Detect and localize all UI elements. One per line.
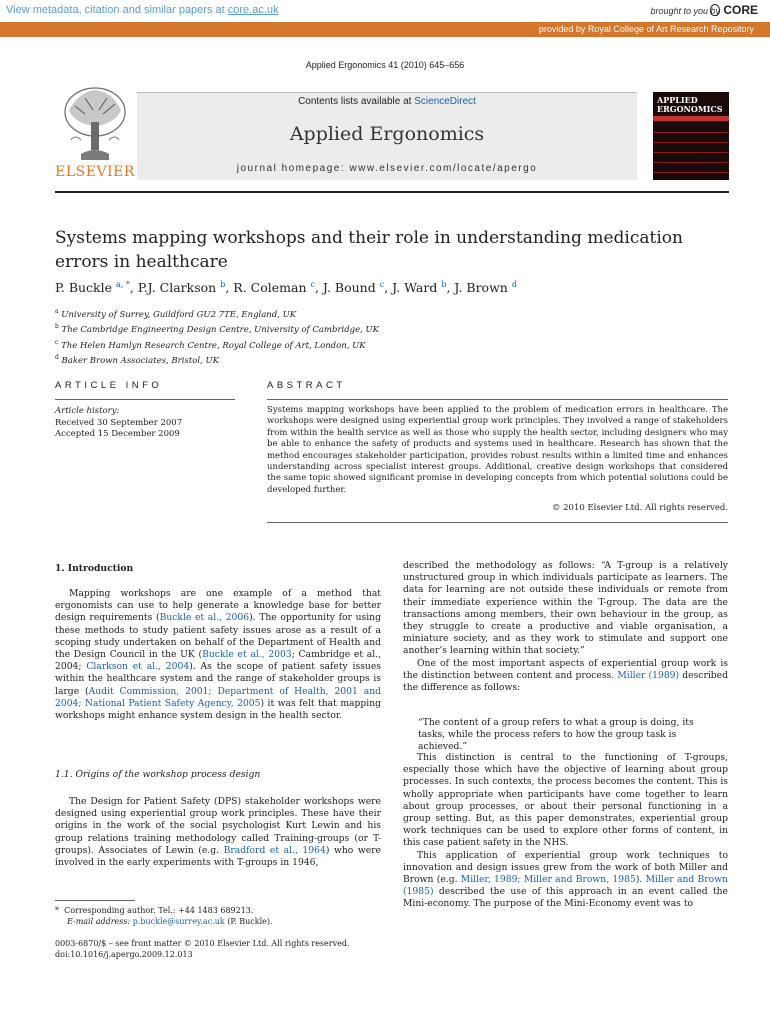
right-column-top — [403, 560, 728, 694]
history-label: Article history: — [55, 406, 120, 416]
cover-stripe — [653, 142, 729, 143]
abstract-rule — [267, 399, 728, 400]
body-paragraph: This application of experiential group work techniques to innovation and design issues grew from the work of both Miller and Brown (e.g. Miller, 1989; Miller and Brown, 1985). Miller and Brown (1985) described the use of this approach in an event called the Mini-economy. The purpose of the Mini-Economy event was to — [403, 849, 728, 910]
author-name[interactable]: R. Coleman — [233, 280, 307, 296]
body-paragraph: This distinction is central to the functioning of T-groups, especially those which have the objective of learning about group processes. In such contexts, the process becomes the content. This is wholly appropriate when participants have come together to learn about group processes, or about their personal functioning in a group setting. But, as this paper demonstrates, experiential group work techniques can be used to explore other forms of content, in this case patient safety in the NHS. — [403, 752, 728, 849]
elsevier-tree-icon — [55, 84, 135, 164]
citation-link[interactable]: Buckle et al., 2003 — [202, 649, 292, 661]
citation-link[interactable]: Miller and Brown (1985) — [403, 874, 728, 898]
provided-by-label[interactable]: provided by Royal College of Art Research Repository — [538, 24, 754, 34]
body-paragraph: described the methodology as follows: “A T-group is a relatively unstructured group in which individuals participate as learners. The data for learning are not outside these individuals or remote from their immediate experience within the T-group. The data are the transactions among members, their own behaviour in the group, as they struggle to create a productive and viable organisation, a miniature society, and as they work to stimulate and support one another’s learning within that society.” — [403, 560, 728, 657]
issn-doi-block — [55, 938, 385, 960]
article-history — [55, 406, 235, 441]
masthead-rule — [55, 191, 729, 193]
affiliation: $^b$ The Cambridge Engineering Design Centre, University of Cambridge, UK — [55, 323, 380, 336]
block-quote: “The content of a group refers to what a group is doing, its tasks, while the process refers to how the group task is achieved.” — [418, 717, 694, 753]
left-column-origins — [55, 796, 381, 869]
author-email-link[interactable]: p.buckle@surrey.ac.uk — [132, 917, 225, 926]
cover-stripe — [653, 162, 729, 163]
email-line: E-mail address: p.buckle@surrey.ac.uk (P. Buckle). — [67, 917, 273, 926]
elsevier-logo — [55, 84, 135, 182]
citation-link[interactable]: Miller (1989) — [617, 669, 680, 681]
subsection-heading-origins: 1.1. Origins of the workshop process design — [55, 769, 261, 780]
abstract-text: Systems mapping workshops have been applied to the problem of medication errors in healthcare. The workshops were designed using experiential group work principles. They involved a range of stakeholders from within the health service as well as those who supply the health sector, including designers who may be able to enhance the safety of products and systems used in healthcare. Research has shown that the method encourages stakeholder participation, provides robust results within a limited time and enhances understanding across specialist interest groups. Additional, creative design workshops that considered the same topic showed significant promise in developing concepts from which potential solutions could be developed further. — [267, 405, 728, 495]
article-title: Systems mapping workshops and their role in understanding medication errors in healthcare — [55, 228, 683, 272]
cover-title: APPLIED ERGONOMICS — [657, 95, 723, 114]
citation-link[interactable]: Clarkson et al., 2004 — [86, 661, 190, 673]
provided-by-bar — [0, 22, 770, 37]
cover-red-strip — [653, 116, 729, 121]
doi-line[interactable]: doi:10.1016/j.apergo.2009.12.013 — [55, 950, 193, 959]
citation-link[interactable]: Miller, 1989; Miller and Brown, 1985 — [460, 874, 636, 886]
issn-line: 0003-6870/$ – see front matter © 2010 Elsevier Ltd. All rights reserved. — [55, 939, 350, 948]
left-column-intro — [55, 588, 381, 722]
cover-stripe — [653, 172, 729, 173]
author-name[interactable]: P. Buckle — [55, 280, 113, 296]
core-logo[interactable]: CORE — [710, 3, 758, 17]
journal-homepage[interactable]: journal homepage: www.elsevier.com/locate/apergo — [236, 163, 538, 174]
journal-title-box — [137, 92, 637, 180]
author-name[interactable]: P.J. Clarkson — [137, 280, 217, 296]
core-metadata-link[interactable]: View metadata, citation and similar papers at core.ac.uk — [6, 4, 279, 16]
affiliation-list — [55, 306, 735, 367]
accepted-date: Accepted 15 December 2009 — [55, 429, 180, 439]
body-paragraph: Mapping workshops are one example of a method that ergonomists can use to help generate a knowledge base for better design requirements (Buckle et al., 2006). The opportunity for using these methods to study patient safety issues arose as a result of a scoping study undertaken on behalf of the Department of Health and the Design Council in the UK (Buckle et al., 2003; Cambridge et al., 2004; Clarkson et al., 2004). As the scope of patient safety issues within the healthcare system and the range of stakeholder groups is large (Audit Commission, 2001; Department of Health, 2001 and 2004; National Patient Safety Agency, 2005) it was felt that mapping workshops might enhance system design in the health sector. — [55, 588, 382, 722]
contents-lists-line: Contents lists available at ScienceDirect — [298, 96, 476, 107]
author-name[interactable]: J. Ward — [392, 280, 438, 296]
right-column-bottom — [403, 752, 728, 911]
article-info-rule — [55, 399, 235, 400]
corresponding-author-line: * Corresponding author. Tel.: +44 1483 689213. — [55, 906, 254, 915]
abstract-bottom-rule — [267, 522, 728, 523]
author-name[interactable]: J. Bound — [322, 280, 376, 296]
citation-link[interactable]: Audit Commission, 2001; Department of Health, 2001 and 2004; National Patient Safety Agency, 2005 — [55, 685, 381, 709]
abstract-copyright: © 2010 Elsevier Ltd. All rights reserved. — [551, 503, 728, 513]
cover-stripe — [653, 152, 729, 153]
abstract-heading: ABSTRACT — [267, 380, 346, 391]
affiliation: $^d$ Baker Brown Associates, Bristol, UK — [55, 353, 219, 366]
footnote-rule — [55, 900, 135, 901]
article-info-heading: ARTICLE INFO — [55, 380, 163, 391]
received-date: Received 30 September 2007 — [55, 417, 183, 428]
journal-cover-image — [653, 92, 729, 180]
author-name[interactable]: J. Brown — [454, 280, 508, 296]
citation-link[interactable]: Buckle et al., 2006 — [159, 612, 250, 624]
author-list: P. Buckle $^{a, *}$, P.J. Clarkson $^b$, R. Coleman $^c$, J. Bound $^c$, J. Ward $^b$, J. Brown $^d$ — [55, 280, 517, 296]
sciencedirect-link[interactable]: ScienceDirect — [414, 96, 476, 107]
brought-by-label: brought to you by — [650, 6, 720, 16]
core-logo-icon — [710, 4, 720, 16]
corresponding-author-footnote — [55, 905, 385, 927]
affiliation: $^a$ University of Surrey, Guildford GU2 7TE, England, UK — [55, 308, 297, 320]
section-heading-introduction: 1. Introduction — [55, 563, 134, 574]
citation-link[interactable]: Bradford et al., 1964 — [223, 844, 326, 856]
body-paragraph: The Design for Patient Safety (DPS) stakeholder workshops were designed using experiential group work principles. These have their origins in the work of the social psychologist Kurt Lewin and his group relations training methodology called Training-groups (or T-groups). Associates of Lewin (e.g. Bradford et al., 1964) who were involved in the early experiments with T-groups in 1946, — [55, 796, 381, 869]
journal-masthead — [55, 84, 729, 184]
elsevier-wordmark: ELSEVIER — [55, 164, 135, 180]
journal-citation: Applied Ergonomics 41 (2010) 645–656 — [305, 60, 465, 70]
journal-title: Applied Ergonomics — [289, 123, 485, 145]
body-paragraph: One of the most important aspects of experiential group work is the distinction between content and process. Miller (1989) described the difference as follows: — [403, 657, 728, 694]
affiliation: $^c$ The Helen Hamlyn Research Centre, Royal College of Art, London, UK — [55, 338, 366, 351]
cover-stripe — [653, 132, 729, 133]
core-banner — [0, 0, 770, 22]
